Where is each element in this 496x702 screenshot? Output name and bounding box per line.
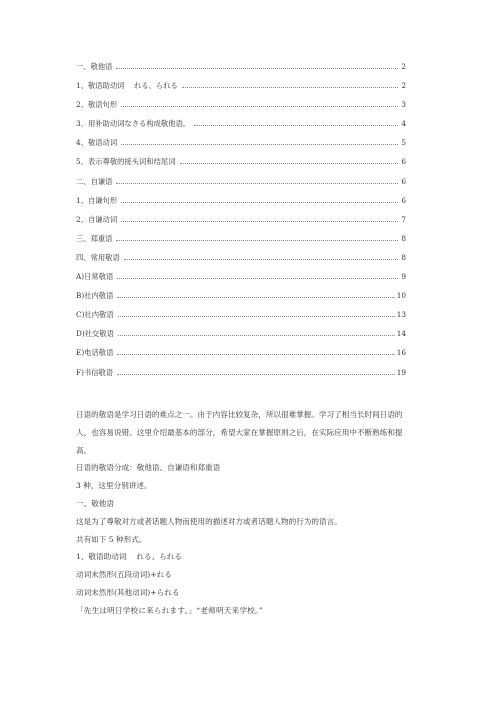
toc-leader-dots xyxy=(121,202,398,203)
toc-entry[interactable] xyxy=(76,62,406,81)
toc-entry-title: C)社内敬语 xyxy=(76,310,114,320)
toc-entry-page-number: 9 xyxy=(401,272,406,282)
toc-leader-dots xyxy=(117,297,394,298)
toc-entry[interactable] xyxy=(76,310,406,329)
toc-entry[interactable] xyxy=(76,215,406,234)
toc-leader-dots xyxy=(124,259,398,260)
toc-entry-page-number: 5 xyxy=(401,138,406,148)
toc-entry-title: 二、自谦语 xyxy=(76,176,113,186)
toc-entry[interactable] xyxy=(76,291,406,310)
toc-entry-title: 4、敬语动词 xyxy=(76,138,118,148)
toc-entry-title: 3、用补助动词なさる构成敬他语。 xyxy=(76,119,191,129)
toc-entry-title: 一、敬他语 xyxy=(76,62,113,71)
toc-entry-title: D)社交敬语 xyxy=(76,329,114,339)
toc-entry[interactable] xyxy=(76,81,406,100)
toc-leader-dots xyxy=(117,354,394,355)
document-body xyxy=(76,406,416,620)
toc-entry[interactable] xyxy=(76,177,406,196)
intro-paragraph: 日语的敬语是学习日语的难点之一。由于内容比较复杂，所以很难掌握。学习了相当长时间日语的人，也容易说错。这里介绍最基本的部分，希望大家在掌握原则之后，在实际应用中不断熟练和提高。 xyxy=(76,410,403,455)
toc-leader-dots xyxy=(121,144,398,145)
table-of-contents xyxy=(76,62,406,387)
toc-leader-dots xyxy=(116,183,398,184)
toc-leader-dots xyxy=(121,106,398,107)
toc-leader-dots xyxy=(116,68,398,69)
toc-entry-page-number: 14 xyxy=(396,329,406,339)
toc-leader-dots xyxy=(117,374,395,375)
types-count-line: 3 种，这里分别讲述。 xyxy=(76,481,152,491)
toc-entry[interactable] xyxy=(76,368,406,387)
toc-entry-title: 1、敬语助动词 れる、られる xyxy=(76,81,178,91)
toc-entry-page-number: 6 xyxy=(401,195,406,205)
rule-line-2: 动词未然形(其他动词)+られる xyxy=(76,587,180,597)
toc-entry-title: 2、敬语句形 xyxy=(76,100,118,110)
toc-entry[interactable] xyxy=(76,272,406,291)
toc-entry[interactable] xyxy=(76,253,406,272)
toc-entry-title: 三、郑重语 xyxy=(76,233,113,243)
toc-leader-dots xyxy=(180,163,398,164)
toc-entry-page-number: 3 xyxy=(401,100,406,110)
toc-leader-dots xyxy=(118,335,395,336)
toc-entry-title: 1、自谦句形 xyxy=(76,195,118,205)
toc-entry-page-number: 10 xyxy=(396,291,406,301)
example-sentence: 「先生は明日学校に来られます。」“老师明天来学校。” xyxy=(76,605,264,615)
toc-entry-title: B)社内敬语 xyxy=(76,291,114,301)
toc-leader-dots xyxy=(117,278,398,279)
toc-entry-title: 2、自谦动词 xyxy=(76,214,118,224)
toc-entry[interactable] xyxy=(76,119,406,138)
toc-entry-title: F)书信敬语 xyxy=(76,367,114,377)
toc-leader-dots xyxy=(118,316,395,317)
rule-line-1: 动词未然形(五段动词)+れる xyxy=(76,570,172,580)
toc-entry[interactable] xyxy=(76,329,406,348)
toc-entry-page-number: 2 xyxy=(401,62,406,71)
toc-leader-dots xyxy=(182,87,398,88)
toc-entry-page-number: 8 xyxy=(401,252,406,262)
section-title: 一、敬他语 xyxy=(76,498,114,508)
toc-entry-page-number: 8 xyxy=(401,233,406,243)
toc-leader-dots xyxy=(121,221,398,222)
toc-entry[interactable] xyxy=(76,138,406,157)
toc-entry-page-number: 13 xyxy=(396,310,406,320)
toc-entry-title: 5、表示尊敬的接头词和结尾词 xyxy=(76,157,176,167)
toc-entry-page-number: 6 xyxy=(401,176,406,186)
toc-entry[interactable] xyxy=(76,100,406,119)
toc-entry[interactable] xyxy=(76,157,406,176)
toc-leader-dots xyxy=(116,240,398,241)
toc-entry[interactable] xyxy=(76,348,406,367)
toc-entry-page-number: 7 xyxy=(401,214,406,224)
toc-entry-page-number: 4 xyxy=(401,119,406,129)
toc-leader-dots xyxy=(194,125,398,126)
toc-entry-title: A)日常敬语 xyxy=(76,272,114,282)
types-line: 日语的敬语分成：敬他语、自谦语和郑重语 xyxy=(76,463,221,473)
toc-entry-page-number: 16 xyxy=(396,348,406,358)
toc-entry-title: E)电话敬语 xyxy=(76,348,114,358)
toc-entry[interactable] xyxy=(76,196,406,215)
toc-entry-page-number: 2 xyxy=(401,81,406,91)
toc-entry-page-number: 19 xyxy=(396,367,406,377)
toc-entry-title: 四、常用敬语 xyxy=(76,252,120,262)
toc-entry[interactable] xyxy=(76,234,406,253)
toc-entry-page-number: 6 xyxy=(401,157,406,167)
subsection-title: 1、敬语助动词 れる、られる xyxy=(76,552,182,562)
definition-line: 这是为了尊敬对方或者话题人物而使用的描述对方或者话题人物的行为的语言。 xyxy=(76,516,342,526)
forms-count-line: 共有如下 5 种形式。 xyxy=(76,534,147,544)
